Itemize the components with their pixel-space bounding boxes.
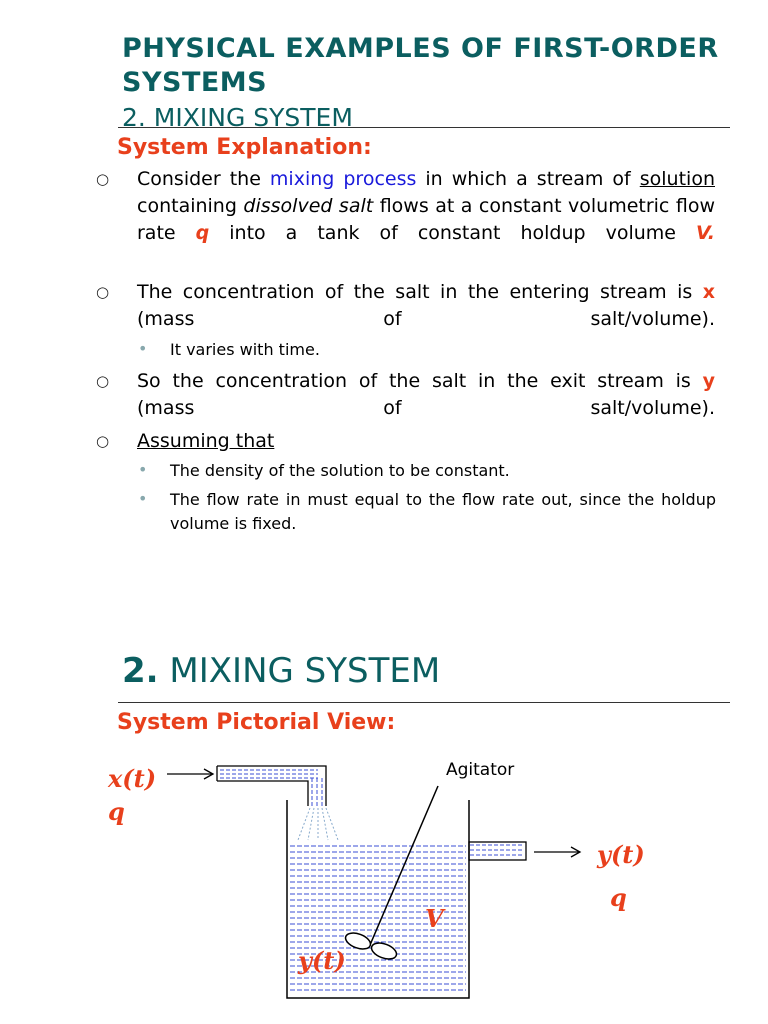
bullet-item-4 <box>96 428 716 455</box>
inlet-concentration-label: x(t) <box>108 764 157 793</box>
circle-bullet-icon: ○ <box>96 283 110 301</box>
sub-bullet-item: • The flow rate in must equal to the flow rate out, since the holdup volume is fixed. <box>138 489 716 533</box>
slide-subtitle: 2. MIXING SYSTEM <box>122 103 353 132</box>
var-q: q <box>195 222 210 244</box>
tank-concentration-label: y(t) <box>298 946 346 975</box>
sub-bullet-item: • The density of the solution to be constant. <box>138 460 510 480</box>
volume-label: V <box>425 904 444 933</box>
bullet-text: Assuming that <box>137 430 275 452</box>
section-label-explanation: System Explanation: <box>117 135 372 160</box>
var-y: y <box>702 370 715 392</box>
slide2-title: 2. MIXING SYSTEM <box>122 651 441 691</box>
bullet-text: So the concentration of the salt in the exit stream is y (mass of salt/volume). <box>137 370 715 419</box>
bullet-text: The concentration of the salt in the entering stream is x (mass of salt/volume). <box>137 281 715 330</box>
circle-bullet-icon: ○ <box>96 372 110 390</box>
bullet-item-2 <box>96 279 716 333</box>
bullet-item-3 <box>96 368 716 422</box>
circle-bullet-icon: ○ <box>96 432 110 450</box>
sub-bullet-item: • It varies with time. <box>138 339 320 359</box>
bullet-item-1 <box>96 166 716 274</box>
outlet-arrow <box>534 847 580 857</box>
circle-bullet-icon: ○ <box>96 170 110 188</box>
title-divider <box>118 127 730 128</box>
slide-title: PHYSICAL EXAMPLES OF FIRST-ORDER SYSTEMS <box>122 33 719 98</box>
outlet-flow-label: q <box>610 883 627 912</box>
mixing-process-link: mixing process <box>269 168 417 190</box>
var-v: V. <box>696 222 715 244</box>
section-label-pictorial: System Pictorial View: <box>117 710 396 735</box>
inlet-arrow <box>167 769 213 779</box>
dot-bullet-icon: • <box>138 489 148 508</box>
inlet-flow-label: q <box>108 797 125 826</box>
agitator-label: Agitator <box>446 760 515 780</box>
bullet-text: Consider the mixing process in which a stream of solution containing dissolved salt flows at a constant volumetric flow rate q into a tank of constant holdup volume V. <box>137 168 715 244</box>
var-x: x <box>702 281 715 303</box>
outlet-concentration-label: y(t) <box>597 840 645 869</box>
dot-bullet-icon: • <box>138 339 148 358</box>
inlet-pipe <box>217 766 326 806</box>
title2-divider <box>118 702 730 703</box>
dot-bullet-icon: • <box>138 460 148 479</box>
